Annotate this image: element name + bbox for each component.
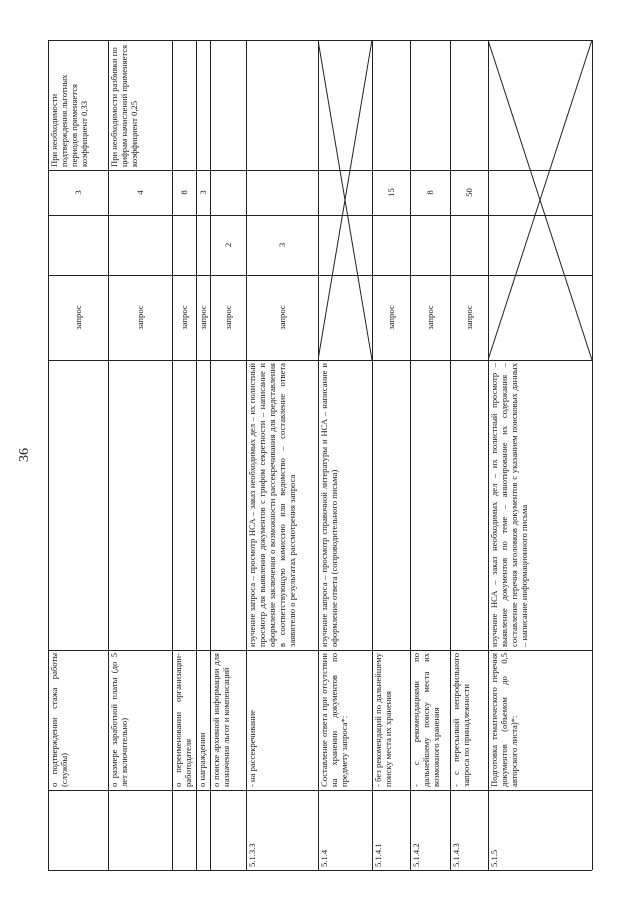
- empty-cell-cross: [488, 40, 592, 360]
- table-cell-name: о подтверждении стажа работы (службы): [49, 653, 69, 787]
- table-cell-unit: запрос: [223, 305, 233, 330]
- table-cell-name: о переименовании организации-работодателя: [173, 653, 193, 787]
- table-cell-name: о поиске архивной информации для назначения льгот и компенсаций: [211, 653, 231, 787]
- table-cell-name: Подготовка тематического перечня документов (объемом до 0,5 авторского листа)*:: [489, 653, 519, 787]
- table-cell-name: - без рекомендаций по дальнейшему поиску места их хранения: [373, 653, 393, 787]
- table-cell-name: о размере заработной платы (до 5 лет включительно): [109, 653, 129, 787]
- table-cell-unit: запрос: [73, 305, 83, 330]
- table-cell-time2: 3: [73, 190, 83, 195]
- table-cell-code: 5.1.4.2: [411, 843, 421, 867]
- table-cell-time2: 15: [386, 188, 396, 197]
- empty-cell-cross: [318, 40, 372, 360]
- table-cell-note: При необходимости подтверждения льготных периодов применяется коэффициент 0,33: [49, 74, 89, 167]
- table-cell-unit: запрос: [277, 305, 287, 330]
- table-cell-unit: запрос: [464, 305, 474, 330]
- table-cell-unit: запрос: [198, 305, 208, 330]
- table-cell-content: изучение НСА – заказ необходимых дел – их полистный просмотр – выявление документов по теме – аннотирование их содержания – составление перечня заголовков документов с указанием поисковых данных – написание информационного письма: [489, 363, 529, 647]
- table-cell-time2: 4: [135, 190, 145, 195]
- table-cell-time1: 2: [223, 242, 233, 248]
- table-cell-name: - с пересылкой непрофильного запроса по принадлежности: [451, 653, 471, 787]
- table-cell-name: о награждении: [197, 732, 207, 787]
- table-cell-name: Составление ответа при отсутствии на хранении документов по предмету запроса*:: [319, 653, 349, 787]
- table-cell-content: изучение запроса – просмотр НСА – заказ необходимых дел – их полистный просмотр для выявления документов с грифом секретности – написание и оформление заключения о возможности рассекречивания для представления в соответствующую комиссию или ведомство – составление ответа заявителю о результатах рассмотрения запроса: [247, 363, 297, 647]
- table-cell-unit: запрос: [135, 305, 145, 330]
- page-number: 36: [17, 448, 32, 462]
- table-rule: [48, 870, 592, 871]
- table-cell-name: - на рассекречивание: [247, 710, 257, 787]
- table-cell-code: 5.1.3.3: [247, 843, 257, 867]
- table-cell-code: 5.1.4.3: [451, 843, 461, 867]
- table-cell-time2: 3: [198, 190, 208, 195]
- table-cell-unit: запрос: [179, 305, 189, 330]
- table-cell-code: 5.1.5: [489, 849, 499, 867]
- table-cell-time2: 50: [464, 188, 474, 197]
- table-cell-note: При необходимости разбивки по цифрам начислений применяется коэффициент 0,25: [109, 44, 139, 167]
- table-cell-name: - с рекомендациями по дальнейшему поиску места их возможного хранения: [411, 653, 441, 787]
- table-cell-unit: запрос: [425, 305, 435, 330]
- table-cell-time2: 8: [425, 190, 435, 195]
- table-cell-code: 5.1.4: [319, 849, 329, 867]
- table-cell-content: изучение запроса – просмотр справочной литературы и НСА – написание и оформление ответа (сопроводительного письма): [319, 363, 339, 647]
- table-cell-time1: 3: [277, 242, 287, 248]
- table-rule: [592, 40, 593, 870]
- table-cell-code: 5.1.4.1: [373, 843, 383, 867]
- table-cell-time2: 8: [179, 190, 189, 195]
- table-cell-unit: запрос: [386, 305, 396, 330]
